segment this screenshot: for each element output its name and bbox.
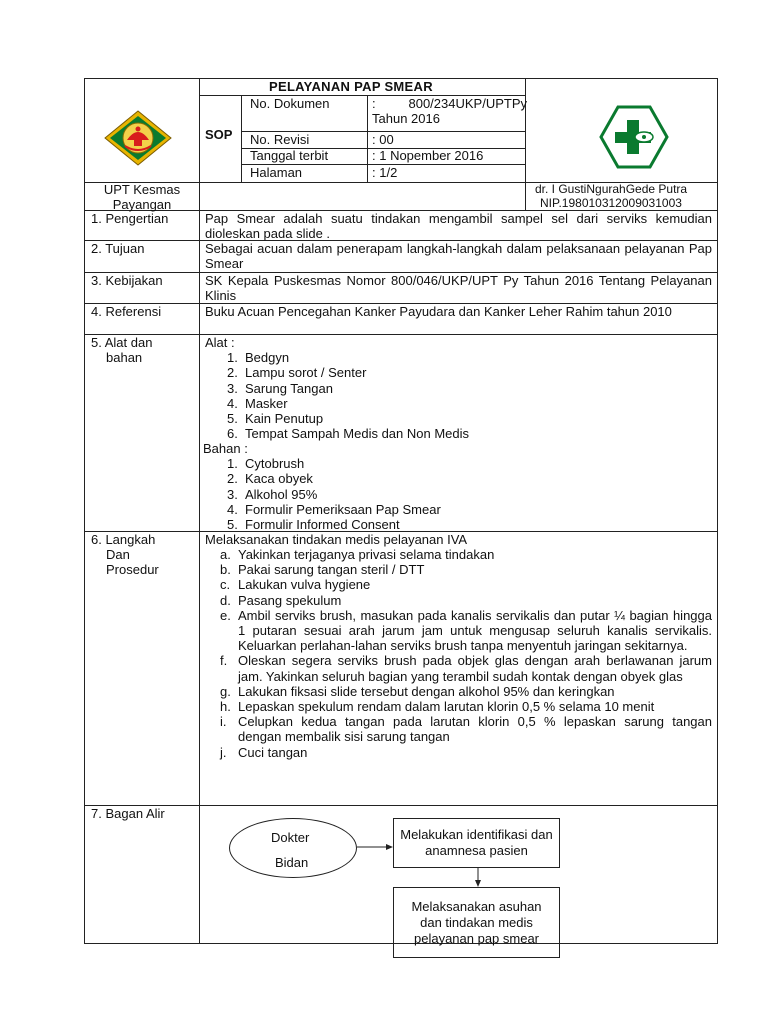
flow-box-identifikasi: Melakukan identifikasi dan anamnesa pasien — [393, 818, 560, 868]
field-value-dokumen: : 800/234UKP/UPTPy Tahun 2016 — [372, 96, 527, 126]
alat-heading: Alat : — [205, 335, 235, 350]
label-referensi: 4. Referensi — [91, 304, 162, 319]
org-name: UPT Kesmas Payangan — [103, 182, 181, 212]
langkah-intro: Melaksanakan tindakan medis pelayanan IVA — [205, 532, 468, 547]
list-item: 1. Bedgyn — [227, 350, 290, 365]
field-label-revisi: No. Revisi — [250, 132, 310, 147]
list-item: g. Lakukan fiksasi slide tersebut dengan alkohol 95% dan keringkan — [220, 683, 615, 699]
list-item: 5. Kain Penutup — [227, 411, 324, 427]
text-kebijakan: SK Kepala Puskesmas Nomor 800/046/UKP/UPT Py Tahun 2016 Tentang Pelayanan Klinis — [205, 273, 712, 303]
signer-name: dr. I GustiNgurahGede Putra — [535, 182, 688, 196]
bahan-heading: Bahan : — [203, 441, 248, 456]
label-kebijakan: 3. Kebijakan — [91, 273, 163, 288]
list-item: j. Cuci tangan — [220, 744, 308, 760]
label-alat-bahan-1: 5. Alat dan — [91, 335, 153, 350]
list-item: 6. Tempat Sampah Medis dan Non Medis — [227, 426, 470, 442]
list-item: 3. Sarung Tangan — [227, 380, 333, 396]
field-value-tanggal: : 1 Nopember 2016 — [372, 148, 484, 163]
flow-actor-line2: Bidan — [275, 855, 309, 870]
label-langkah-3: Prosedur — [106, 562, 159, 577]
text-pengertian: Pap Smear adalah suatu tindakan mengambil sampel sel dari serviks kemudian dioleskan pada slide . — [205, 211, 712, 241]
list-item: 2. Lampu sorot / Senter — [227, 365, 367, 381]
flow-actor-line1: Dokter — [271, 830, 310, 845]
list-item: h. Lepaskan spekulum rendam dalam larutan klorin 0,5 % selama 10 menit — [220, 699, 655, 715]
field-label-dokumen: No. Dokumen — [250, 96, 330, 111]
list-item: 2. Kaca obyek — [227, 471, 313, 487]
list-item: 4. Masker — [227, 395, 288, 411]
list-item: d. Pasang spekulum — [220, 592, 342, 608]
text-referensi: Buku Acuan Pencegahan Kanker Payudara dan Kanker Leher Rahim tahun 2010 — [205, 304, 672, 319]
list-item: f. Oleskan segera serviks brush pada objek glas dengan arah berlawanan jarum jam. Yakinkan seluruh bagian yang terambil sudah kontak dengan obyek glas — [220, 653, 712, 684]
field-value-revisi: : 00 — [372, 132, 394, 147]
list-item: e. Ambil serviks brush, masukan pada kanalis servikalis dan putar ¼ bagian hingga 1 putaran sesuai arah jarum jam untuk mengusap seluruh kanalis servikalis. Keluarkan perlahan-lahan serviks brush tanpa menyentuh jaringan sekitarnya. — [220, 607, 712, 654]
text-tujuan: Sebagai acuan dalam penerapam langkah-langkah dalam pelaksanaan pelayanan Pap Smear — [205, 241, 712, 271]
signer-nip: NIP.198010312009031003 — [540, 196, 682, 210]
field-value-halaman: : 1/2 — [372, 165, 398, 180]
flow-arrowhead-down — [475, 880, 481, 887]
label-pengertian: 1. Pengertian — [91, 211, 169, 226]
sop-label: SOP — [205, 127, 233, 142]
doc-title: PELAYANAN PAP SMEAR — [269, 79, 433, 94]
field-label-halaman: Halaman — [250, 165, 303, 180]
label-langkah-1: 6. Langkah — [91, 532, 156, 547]
field-label-tanggal: Tanggal terbit — [250, 148, 329, 163]
list-item: a. Yakinkan terjaganya privasi selama tindakan — [220, 547, 495, 562]
label-alat-bahan-2: bahan — [106, 350, 143, 365]
flow-arrowhead-right — [386, 844, 393, 850]
list-item: 3. Alkohol 95% — [227, 486, 318, 502]
list-item: b. Pakai sarung tangan steril / DTT — [220, 562, 425, 578]
flow-box-asuhan: Melaksanakan asuhan dan tindakan medis pelayanan pap smear — [393, 887, 560, 958]
list-item: 5. Formulir Informed Consent — [227, 517, 400, 533]
label-bagan-alir: 7. Bagan Alir — [91, 806, 165, 821]
list-item: 4. Formulir Pemeriksaan Pap Smear — [227, 501, 441, 517]
list-item: c. Lakukan vulva hygiene — [220, 577, 371, 593]
label-langkah-2: Dan — [106, 547, 130, 562]
list-item: 1. Cytobrush — [227, 456, 305, 471]
label-tujuan: 2. Tujuan — [91, 241, 145, 256]
list-item: i. Celupkan kedua tangan pada larutan klorin 0,5 % lepaskan sarung tangan dengan membalik sisi sarung tangan — [220, 714, 712, 745]
